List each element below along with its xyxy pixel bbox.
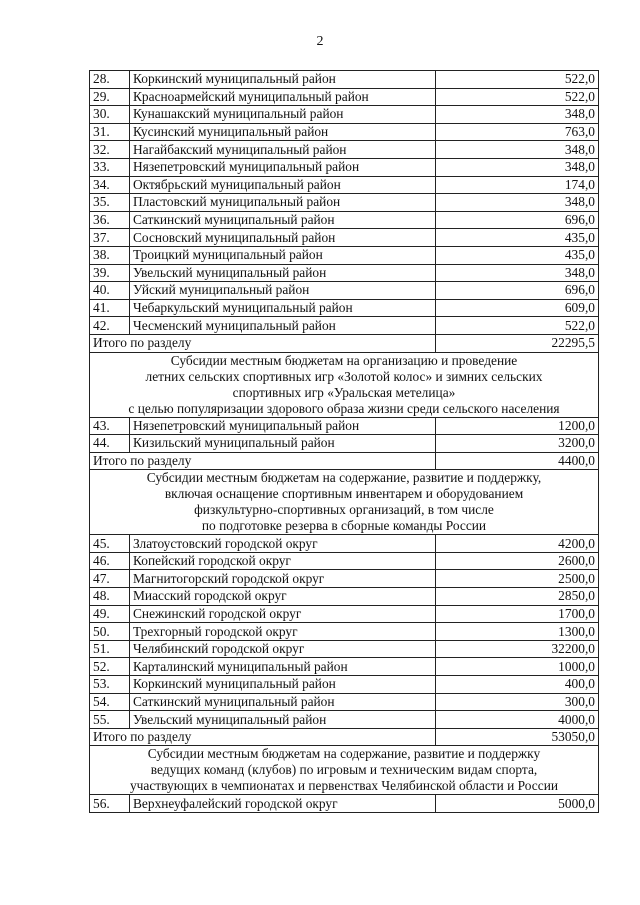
municipality-name: Магнитогорский городской округ [130,570,436,588]
section-total-row [90,728,599,746]
page-number: 2 [316,34,324,49]
table-row [90,264,599,282]
municipality-name: Красноармейский муниципальный район [130,88,436,106]
municipality-name: Октябрьский муниципальный район [130,176,436,194]
municipality-name: Пластовский муниципальный район [130,194,436,212]
table-row [90,158,599,176]
section-heading [90,352,599,417]
table-row [90,176,599,194]
table-row [90,535,599,553]
subsidy-amount: 3200,0 [436,435,599,453]
row-number: 32. [90,141,130,159]
table-row [90,623,599,641]
row-number: 49. [90,605,130,623]
subsidy-amount: 522,0 [436,317,599,335]
municipality-name: Чебаркульский муниципальный район [130,299,436,317]
section-heading-line: участвующих в чемпионатах и первенствах Челябинской области и России [129,778,559,794]
row-number: 29. [90,88,130,106]
row-number: 39. [90,264,130,282]
municipality-name: Саткинский муниципальный район [130,693,436,711]
table-row [90,588,599,606]
table-row [90,640,599,658]
municipality-name: Увельский муниципальный район [130,264,436,282]
municipality-name: Нагайбакский муниципальный район [130,141,436,159]
row-number: 35. [90,194,130,212]
table-row [90,658,599,676]
table-row [90,605,599,623]
municipality-name: Уйский муниципальный район [130,282,436,300]
subsidy-amount: 1300,0 [436,623,599,641]
subsidy-amount: 696,0 [436,211,599,229]
row-number: 38. [90,246,130,264]
section-total-label: Итого по разделу [90,452,436,470]
row-number: 42. [90,317,130,335]
municipality-name: Коркинский муниципальный район [130,676,436,694]
subsidy-amount: 522,0 [436,88,599,106]
row-number: 56. [90,795,130,813]
municipality-name: Копейский городской округ [130,552,436,570]
subsidy-amount: 2500,0 [436,570,599,588]
subsidy-amount: 400,0 [436,676,599,694]
section-heading-row [90,746,599,795]
row-number: 41. [90,299,130,317]
table-row [90,317,599,335]
subsidy-amount: 348,0 [436,194,599,212]
subsidy-amount: 435,0 [436,229,599,247]
table-row [90,570,599,588]
section-heading-line: с целью популяризации здорового образа жизни среди сельского населения [128,400,560,416]
section-heading-line: по подготовке резерва в сборные команды России [201,518,487,534]
row-number: 51. [90,640,130,658]
subsidy-amount: 32200,0 [436,640,599,658]
municipality-name: Нязепетровский муниципальный район [130,417,436,435]
row-number: 53. [90,676,130,694]
row-number: 31. [90,123,130,141]
table-row [90,106,599,124]
table-row [90,246,599,264]
row-number: 48. [90,588,130,606]
row-number: 50. [90,623,130,641]
table-row [90,71,599,89]
table-row [90,88,599,106]
row-number: 28. [90,71,130,89]
subsidy-table-body [90,71,599,813]
subsidy-amount: 763,0 [436,123,599,141]
municipality-name: Нязепетровский муниципальный район [130,158,436,176]
table-row [90,552,599,570]
row-number: 46. [90,552,130,570]
row-number: 47. [90,570,130,588]
municipality-name: Миасский городской округ [130,588,436,606]
municipality-name: Кунашакский муниципальный район [130,106,436,124]
section-total-label: Итого по разделу [90,334,436,352]
municipality-name: Коркинский муниципальный район [130,71,436,89]
row-number: 30. [90,106,130,124]
table-row [90,141,599,159]
section-heading-line: Субсидии местным бюджетам на содержание, развитие и поддержку, [146,470,542,486]
table-row [90,435,599,453]
row-number: 34. [90,176,130,194]
section-heading-line: Субсидии местным бюджетам на организацию и проведение [170,352,518,368]
section-total-row [90,334,599,352]
municipality-name: Кизильский муниципальный район [130,435,436,453]
section-heading-line: спортивных игр «Уральская метелица» [232,384,456,400]
municipality-name: Увельский муниципальный район [130,711,436,729]
municipality-name: Карталинский муниципальный район [130,658,436,676]
subsidy-amount: 696,0 [436,282,599,300]
municipality-name: Трехгорный городской округ [130,623,436,641]
subsidy-amount: 1200,0 [436,417,599,435]
subsidy-amount: 1000,0 [436,658,599,676]
table-row [90,711,599,729]
section-heading-line: Субсидии местным бюджетам на содержание, развитие и поддержку [147,746,541,762]
table-row [90,229,599,247]
row-number: 40. [90,282,130,300]
subsidy-amount: 348,0 [436,264,599,282]
section-total-value: 22295,5 [436,334,599,352]
subsidy-amount: 300,0 [436,693,599,711]
subsidy-amount: 348,0 [436,158,599,176]
subsidy-amount: 174,0 [436,176,599,194]
section-total-value: 53050,0 [436,728,599,746]
municipality-name: Троицкий муниципальный район [130,246,436,264]
row-number: 52. [90,658,130,676]
subsidy-amount: 1700,0 [436,605,599,623]
subsidy-amount: 2600,0 [436,552,599,570]
municipality-name: Челябинский городской округ [130,640,436,658]
subsidy-amount: 348,0 [436,106,599,124]
section-heading [90,746,599,795]
table-row [90,417,599,435]
subsidy-amount: 2850,0 [436,588,599,606]
row-number: 37. [90,229,130,247]
row-number: 54. [90,693,130,711]
table-row [90,194,599,212]
subsidy-amount: 348,0 [436,141,599,159]
section-heading-line: включая оснащение спортивным инвентарем и оборудованием [164,486,524,502]
table-row [90,299,599,317]
section-total-row [90,452,599,470]
table-row [90,123,599,141]
municipality-name: Златоустовский городской округ [130,535,436,553]
municipality-name: Верхнеуфалейский городской округ [130,795,436,813]
subsidy-amount: 4000,0 [436,711,599,729]
municipality-name: Кусинский муниципальный район [130,123,436,141]
section-heading-line: физкультурно-спортивных организаций, в том числе [194,502,494,518]
municipality-name: Саткинский муниципальный район [130,211,436,229]
subsidy-amount: 5000,0 [436,795,599,813]
table-row [90,282,599,300]
section-total-label: Итого по разделу [90,728,436,746]
subsidy-amount: 522,0 [436,71,599,89]
subsidy-table [89,70,599,813]
subsidy-amount: 609,0 [436,299,599,317]
row-number: 43. [90,417,130,435]
row-number: 55. [90,711,130,729]
municipality-name: Сосновский муниципальный район [130,229,436,247]
row-number: 44. [90,435,130,453]
municipality-name: Снежинский городской округ [130,605,436,623]
subsidy-amount: 435,0 [436,246,599,264]
table-row [90,676,599,694]
section-total-value: 4400,0 [436,452,599,470]
table-row [90,795,599,813]
section-heading [90,470,599,535]
subsidy-amount: 4200,0 [436,535,599,553]
section-heading-line: летних сельских спортивных игр «Золотой колос» и зимних сельских [145,368,543,384]
table-row [90,693,599,711]
table-row [90,211,599,229]
section-heading-line: ведущих команд (клубов) по игровым и техническим видам спорта, [150,762,538,778]
row-number: 33. [90,158,130,176]
row-number: 45. [90,535,130,553]
section-heading-row [90,470,599,535]
row-number: 36. [90,211,130,229]
section-heading-row [90,352,599,417]
municipality-name: Чесменский муниципальный район [130,317,436,335]
